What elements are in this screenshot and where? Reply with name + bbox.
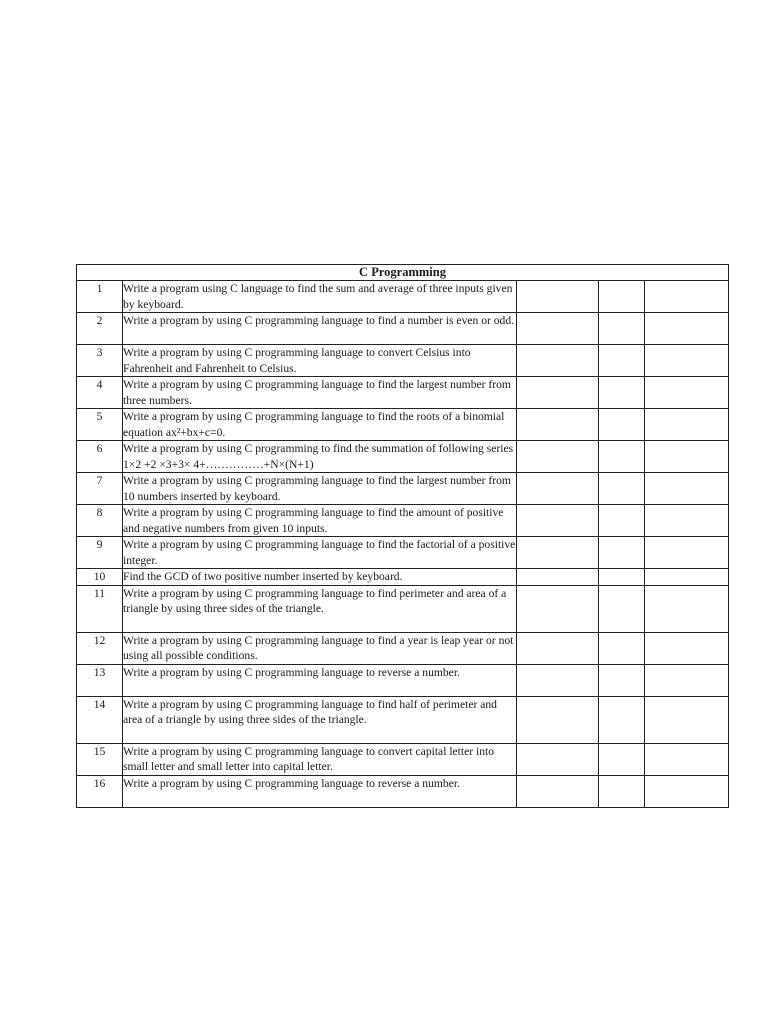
table-row — [77, 441, 729, 473]
table-title-row — [77, 265, 729, 281]
empty-cell — [645, 569, 729, 586]
row-task-text: Write a program by using C programming language to find the roots of a binomial equation ax²+bx+c=0. — [123, 409, 517, 441]
empty-cell — [645, 473, 729, 505]
empty-cell — [645, 743, 729, 775]
table-row — [77, 569, 729, 586]
c-programming-table — [76, 264, 729, 808]
empty-cell — [599, 313, 645, 345]
table-row — [77, 377, 729, 409]
row-task-text: Write a program by using C programming language to find perimeter and area of a triangle by using three sides of the triangle. — [123, 585, 517, 632]
table-row — [77, 345, 729, 377]
table-row — [77, 313, 729, 345]
empty-cell — [599, 377, 645, 409]
row-number: 4 — [77, 377, 123, 409]
table-row — [77, 505, 729, 537]
empty-cell — [599, 743, 645, 775]
empty-cell — [645, 281, 729, 313]
empty-cell — [599, 281, 645, 313]
table-title: C Programming — [77, 265, 729, 281]
row-task-text: Write a program by using C programming language to find a year is leap year or not using all possible conditions. — [123, 632, 517, 664]
empty-cell — [517, 441, 599, 473]
row-number: 8 — [77, 505, 123, 537]
empty-cell — [645, 409, 729, 441]
empty-cell — [645, 377, 729, 409]
table-body — [77, 281, 729, 808]
row-number: 14 — [77, 696, 123, 743]
empty-cell — [517, 569, 599, 586]
row-number: 15 — [77, 743, 123, 775]
table-row — [77, 473, 729, 505]
row-number: 6 — [77, 441, 123, 473]
empty-cell — [645, 632, 729, 664]
empty-cell — [645, 585, 729, 632]
empty-cell — [517, 775, 599, 807]
row-task-text: Write a program by using C programming language to convert Celsius into Fahrenheit and Fahrenheit to Celsius. — [123, 345, 517, 377]
table-row — [77, 743, 729, 775]
empty-cell — [517, 505, 599, 537]
table-row — [77, 409, 729, 441]
empty-cell — [599, 505, 645, 537]
row-number: 10 — [77, 569, 123, 586]
row-task-text: Write a program by using C programming language to convert capital letter into small letter and small letter into capital letter. — [123, 743, 517, 775]
empty-cell — [645, 345, 729, 377]
row-task-text: Write a program by using C programming language to find the amount of positive and negative numbers from given 10 inputs. — [123, 505, 517, 537]
table-row — [77, 775, 729, 807]
empty-cell — [645, 441, 729, 473]
empty-cell — [517, 632, 599, 664]
empty-cell — [599, 569, 645, 586]
row-task-text: Write a program by using C programming language to find the largest number from three numbers. — [123, 377, 517, 409]
row-task-text: Write a program by using C programming language to find the largest number from 10 numbers inserted by keyboard. — [123, 473, 517, 505]
empty-cell — [599, 664, 645, 696]
table-row — [77, 696, 729, 743]
empty-cell — [645, 505, 729, 537]
empty-cell — [517, 377, 599, 409]
empty-cell — [645, 775, 729, 807]
empty-cell — [517, 743, 599, 775]
empty-cell — [599, 409, 645, 441]
empty-cell — [599, 585, 645, 632]
table-row — [77, 664, 729, 696]
empty-cell — [645, 696, 729, 743]
row-number: 9 — [77, 537, 123, 569]
empty-cell — [517, 585, 599, 632]
row-task-text: Write a program by using C programming language to find half of perimeter and area of a triangle by using three sides of the triangle. — [123, 696, 517, 743]
empty-cell — [517, 281, 599, 313]
empty-cell — [599, 345, 645, 377]
row-task-text: Write a program by using C programming language to reverse a number. — [123, 664, 517, 696]
empty-cell — [645, 537, 729, 569]
row-number: 7 — [77, 473, 123, 505]
row-number: 12 — [77, 632, 123, 664]
row-task-text: Write a program by using C programming to find the summation of following series 1×2 +2 ×3+3× 4+……………+N×(N+1) — [123, 441, 517, 473]
empty-cell — [599, 473, 645, 505]
empty-cell — [599, 441, 645, 473]
row-number: 3 — [77, 345, 123, 377]
table-row — [77, 632, 729, 664]
empty-cell — [599, 537, 645, 569]
empty-cell — [517, 537, 599, 569]
empty-cell — [517, 313, 599, 345]
empty-cell — [517, 409, 599, 441]
row-number: 2 — [77, 313, 123, 345]
row-task-text: Find the GCD of two positive number inserted by keyboard. — [123, 569, 517, 586]
row-number: 13 — [77, 664, 123, 696]
empty-cell — [517, 696, 599, 743]
empty-cell — [599, 696, 645, 743]
empty-cell — [599, 632, 645, 664]
row-task-text: Write a program by using C programming language to find a number is even or odd. — [123, 313, 517, 345]
empty-cell — [645, 313, 729, 345]
row-number: 5 — [77, 409, 123, 441]
empty-cell — [645, 664, 729, 696]
row-number: 16 — [77, 775, 123, 807]
empty-cell — [517, 664, 599, 696]
empty-cell — [517, 473, 599, 505]
row-task-text: Write a program using C language to find the sum and average of three inputs given by keyboard. — [123, 281, 517, 313]
row-number: 1 — [77, 281, 123, 313]
empty-cell — [599, 775, 645, 807]
row-task-text: Write a program by using C programming language to find the factorial of a positive integer. — [123, 538, 516, 567]
table-row — [77, 537, 729, 569]
empty-cell — [517, 345, 599, 377]
row-number: 11 — [77, 585, 123, 632]
table-row — [77, 281, 729, 313]
row-task-text: Write a program by using C programming language to reverse a number. — [123, 775, 517, 807]
table-row — [77, 585, 729, 632]
